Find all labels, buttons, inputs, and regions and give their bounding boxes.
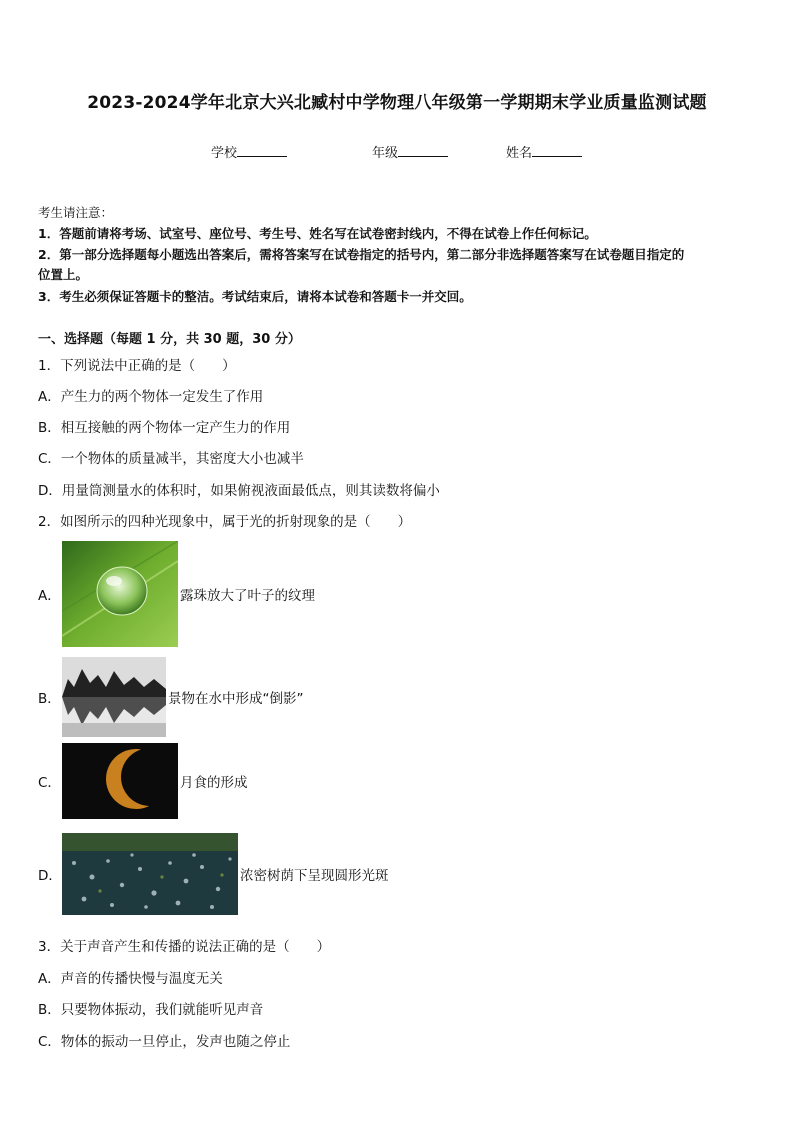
- option-text: 露珠放大了叶子的纹理: [180, 588, 315, 604]
- option-label: A．: [38, 588, 61, 604]
- option-text: 月食的形成: [180, 775, 248, 791]
- option-label: C．: [38, 775, 61, 791]
- question-2-option-a: [38, 541, 315, 647]
- note-item: 3．考生必须保证答题卡的整洁。考试结束后，请将本试卷和答题卡一并交回。: [38, 289, 472, 304]
- question-2-option-d: [38, 833, 389, 915]
- option-text: 浓密树荫下呈现圆形光斑: [240, 868, 389, 884]
- tree-shade-light-spots-image: [62, 833, 238, 915]
- name-field: [506, 142, 582, 161]
- section-heading: 一、选择题（每题 1 分，共 30 题，30 分）: [38, 332, 301, 347]
- question-2-option-c: [38, 743, 248, 819]
- question-1-option: C．一个物体的质量减半，其密度大小也减半: [38, 451, 304, 467]
- school-field: [211, 142, 287, 161]
- question-1-option: D．用量筒测量水的体积时，如果俯视液面最低点，则其读数将偏小: [38, 483, 440, 499]
- question-3-option: A．声音的传播快慢与温度无关: [38, 971, 223, 987]
- question-1-stem: 1．下列说法中正确的是（ ）: [38, 358, 236, 374]
- notes-heading: 考生请注意：: [38, 205, 114, 220]
- note-item: 1．答题前请将考场、试室号、座位号、考生号、姓名写在试卷密封线内，不得在试卷上作任何标记。: [38, 226, 597, 241]
- water-reflection-image: [62, 657, 166, 737]
- grade-field: [372, 142, 448, 161]
- question-1-option: A．产生力的两个物体一定发生了作用: [38, 389, 264, 405]
- option-text: 景物在水中形成“倒影”: [168, 691, 304, 707]
- question-2-stem: 2．如图所示的四种光现象中，属于光的折射现象的是（ ）: [38, 514, 412, 530]
- option-label: B．: [38, 691, 61, 707]
- note-item: 位置上。: [38, 267, 89, 282]
- question-1-option: B．相互接触的两个物体一定产生力的作用: [38, 420, 291, 436]
- school-blank: [237, 144, 287, 157]
- name-blank: [532, 144, 582, 157]
- question-3-stem: 3．关于声音产生和传播的说法正确的是（ ）: [38, 939, 331, 955]
- lunar-eclipse-image: [62, 743, 178, 819]
- note-item: 2．第一部分选择题每小题选出答案后，需将答案写在试卷指定的括号内，第二部分非选择题答案写在试卷题目指定的: [38, 247, 685, 262]
- question-3-option: C．物体的振动一旦停止，发声也随之停止: [38, 1034, 291, 1050]
- page-title: 2023-2024学年北京大兴北臧村中学物理八年级第一学期期末学业质量监测试题: [87, 93, 707, 113]
- dewdrop-leaf-image: [62, 541, 178, 647]
- grade-label: 年级: [372, 146, 399, 161]
- option-label: D．: [38, 868, 62, 884]
- question-3-option: B．只要物体振动，我们就能听见声音: [38, 1002, 264, 1018]
- grade-blank: [398, 144, 448, 157]
- question-2-option-b: [38, 657, 304, 737]
- school-label: 学校: [211, 146, 238, 161]
- name-label: 姓名: [506, 146, 533, 161]
